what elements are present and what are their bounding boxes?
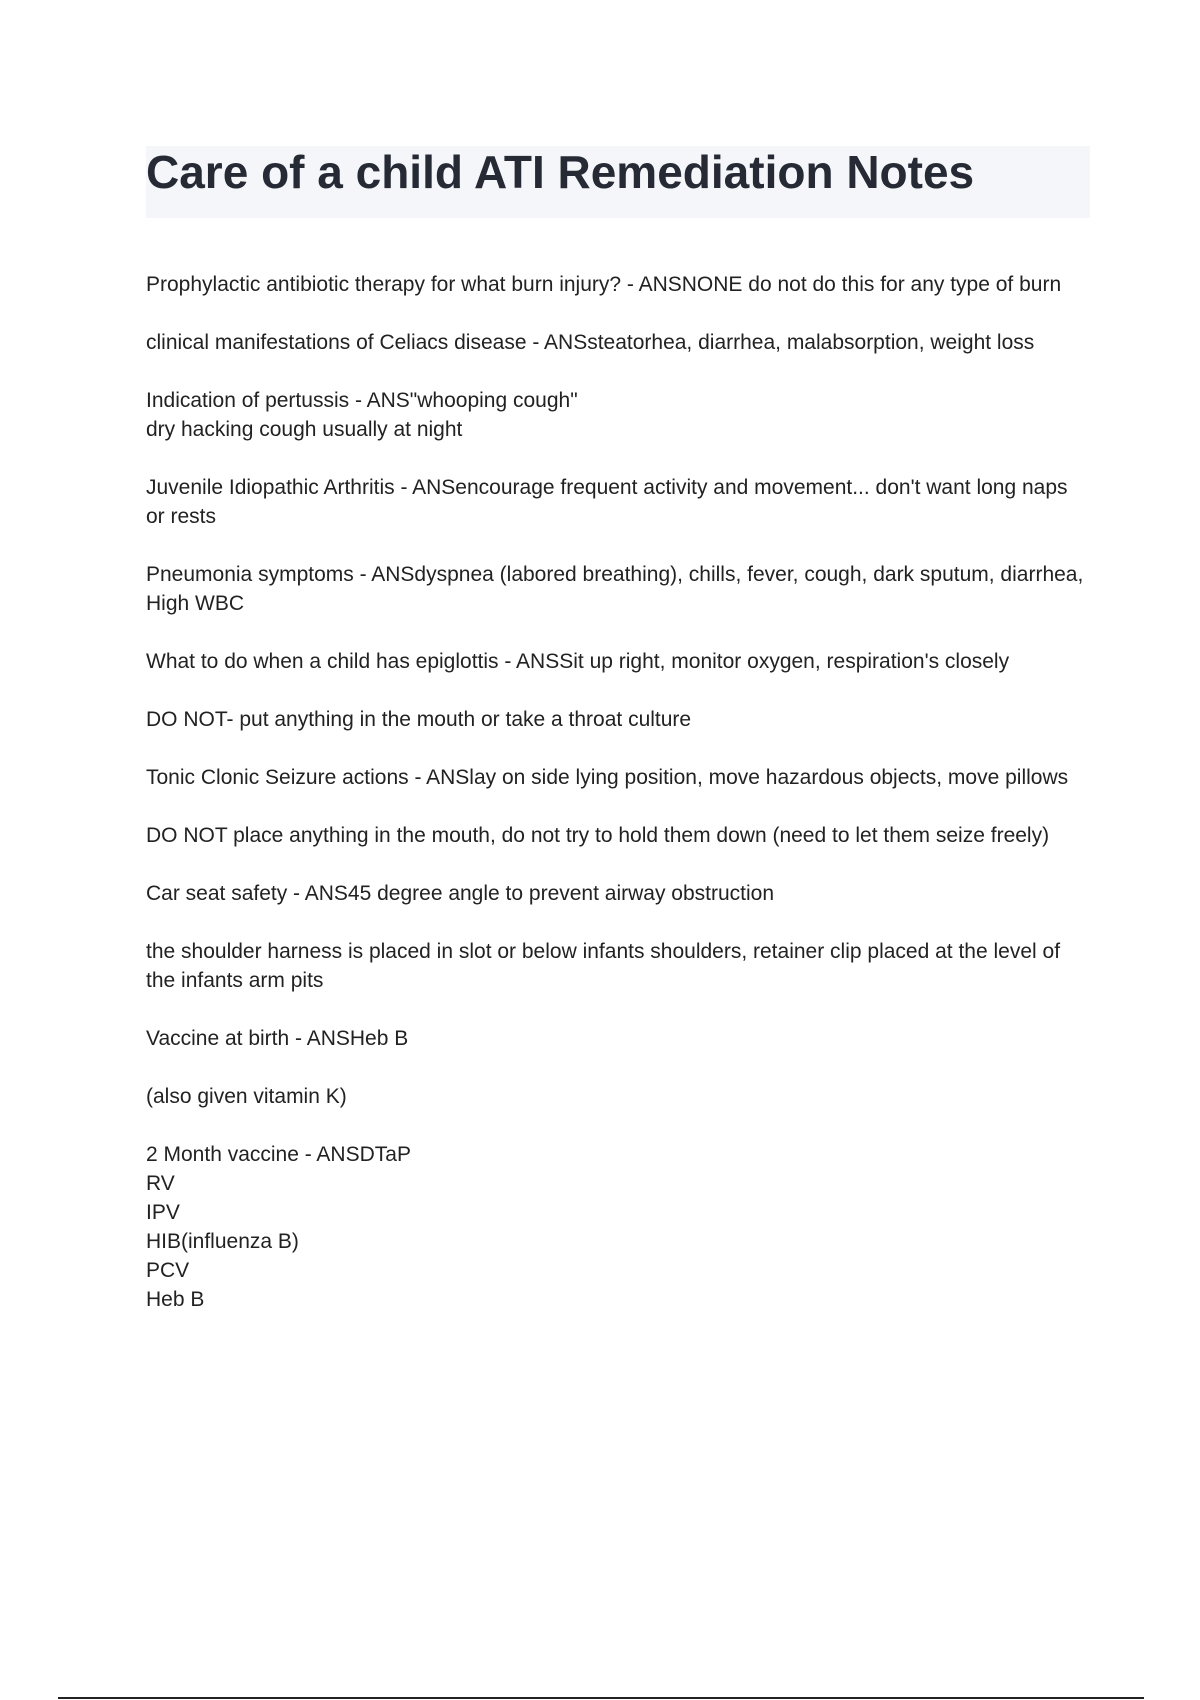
note-line: What to do when a child has epiglottis - ANSSit up right, monitor oxygen, respiration's closely (146, 650, 1010, 673)
note-line: dry hacking cough usually at night (146, 418, 463, 441)
note-paragraph (146, 560, 1090, 618)
note-paragraph (146, 705, 1090, 734)
note-line: Tonic Clonic Seizure actions - ANSlay on side lying position, move hazardous objects, move pillows (146, 766, 1069, 789)
note-paragraph (146, 270, 1090, 299)
note-line: (also given vitamin K) (146, 1085, 347, 1108)
note-line: PCV (146, 1259, 190, 1282)
note-line: RV (146, 1172, 175, 1195)
note-line: Pneumonia symptoms - ANSdyspnea (labored breathing), chills, fever, cough, dark sputum, diarrhea, High WBC (146, 563, 1090, 615)
note-paragraph (146, 1082, 1090, 1111)
notes-list (146, 270, 1090, 1343)
note-line: IPV (146, 1201, 180, 1224)
note-line: 2 Month vaccine - ANSDTaP (146, 1143, 411, 1166)
note-line: DO NOT place anything in the mouth, do not try to hold them down (need to let them seize freely) (146, 824, 1050, 847)
note-paragraph (146, 879, 1090, 908)
note-paragraph (146, 647, 1090, 676)
note-paragraph (146, 1140, 1090, 1314)
note-line: the shoulder harness is placed in slot or below infants shoulders, retainer clip placed at the level of the infants arm pits (146, 940, 1066, 992)
note-line: clinical manifestations of Celiacs disease - ANSsteatorhea, diarrhea, malabsorption, weight loss (146, 331, 1035, 354)
note-line: Car seat safety - ANS45 degree angle to prevent airway obstruction (146, 882, 775, 905)
note-paragraph (146, 386, 1090, 444)
footer-divider (58, 1697, 1144, 1699)
note-paragraph (146, 328, 1090, 357)
note-paragraph (146, 473, 1090, 531)
note-paragraph (146, 763, 1090, 792)
note-paragraph (146, 821, 1090, 850)
note-paragraph (146, 937, 1090, 995)
page-title: Care of a child ATI Remediation Notes (146, 146, 975, 198)
note-line: Prophylactic antibiotic therapy for what burn injury? - ANSNONE do not do this for any type of burn (146, 273, 1062, 296)
note-line: Juvenile Idiopathic Arthritis - ANSencourage frequent activity and movement... don't want long naps or rests (146, 476, 1074, 528)
note-line: Vaccine at birth - ANSHeb B (146, 1027, 409, 1050)
note-line: Indication of pertussis - ANS"whooping cough" (146, 389, 578, 412)
note-line: Heb B (146, 1288, 205, 1311)
note-paragraph (146, 1024, 1090, 1053)
note-line: HIB(influenza B) (146, 1230, 299, 1253)
note-line: DO NOT- put anything in the mouth or take a throat culture (146, 708, 692, 731)
